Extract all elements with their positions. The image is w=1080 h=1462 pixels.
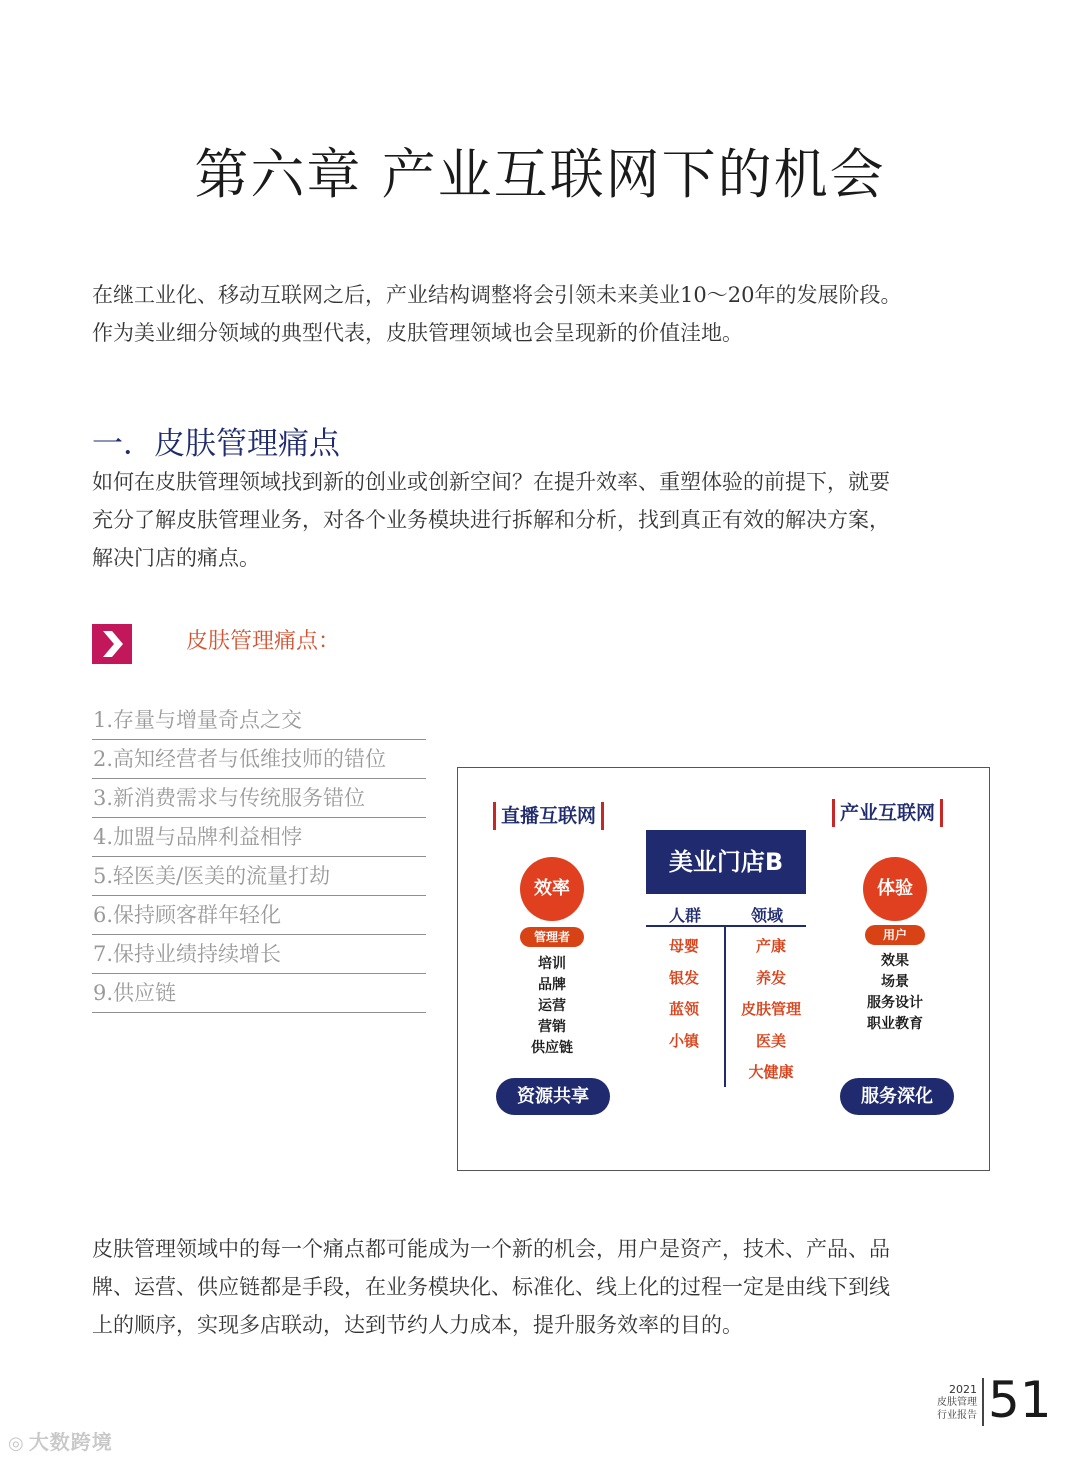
left-items	[502, 954, 602, 1059]
list-item: 场景	[881, 974, 909, 990]
watermark	[8, 1426, 113, 1455]
section-line: 充分了解皮肤管理业务，对各个业务模块进行拆解和分析，找到真正有效的解决方案，	[92, 508, 890, 532]
list-item: 4.加盟与品牌利益相悖	[92, 818, 426, 857]
center-box: 美业门店B	[646, 830, 806, 894]
chapter-title: 第六章 产业互联网下的机会	[194, 143, 886, 206]
list-item: 小镇	[668, 1031, 699, 1050]
chevron-right-icon	[92, 624, 132, 664]
service-deepening-pill: 服务深化	[840, 1078, 954, 1115]
footer-divider	[982, 1378, 984, 1426]
resource-sharing-pill: 资源共享	[496, 1078, 610, 1115]
section-paragraph	[92, 463, 992, 577]
list-item: 职业教育	[867, 1016, 923, 1032]
crowd-list	[646, 931, 722, 1057]
list-item: 运营	[538, 998, 566, 1014]
left-column-title: 直播互联网	[493, 802, 604, 830]
watermark-text: 大数跨境	[28, 1430, 113, 1454]
page-number: 51	[988, 1371, 1052, 1429]
footer-report-label	[925, 1383, 977, 1422]
list-item: 医美	[755, 1031, 786, 1050]
list-item: 蓝领	[668, 1000, 699, 1018]
list-item: 养发	[755, 968, 786, 987]
list-item: 5.轻医美/医美的流量打劫	[92, 857, 426, 896]
list-item: 1.存量与增量奇点之交	[92, 701, 426, 740]
list-item: 服务设计	[867, 995, 923, 1011]
conclusion-line: 上的顺序，实现多店联动，达到节约人力成本，提升服务效率的目的。	[92, 1313, 743, 1337]
list-item: 品牌	[538, 977, 566, 993]
subsection-title: 皮肤管理痛点：	[186, 629, 341, 654]
list-item: 供应链	[531, 1040, 573, 1056]
pain-points-list	[92, 701, 426, 1013]
list-item: 效果	[881, 953, 909, 969]
right-column-title: 产业互联网	[832, 799, 943, 827]
list-item: 6.保持顾客群年轻化	[92, 896, 426, 935]
list-item: 大健康	[748, 1063, 794, 1081]
right-items	[845, 951, 945, 1035]
list-item: 母婴	[668, 937, 699, 955]
conclusion-paragraph	[92, 1230, 992, 1344]
section-heading: 一．皮肤管理痛点	[92, 426, 340, 462]
manager-tag: 管理者	[520, 927, 584, 947]
footer-line1: 皮肤管理	[937, 1397, 977, 1408]
conclusion-line: 皮肤管理领域中的每一个痛点都可能成为一个新的机会，用户是资产，技术、产品、品	[92, 1237, 890, 1261]
list-item: 皮肤管理	[740, 1000, 801, 1018]
user-tag: 用户	[865, 925, 925, 945]
conclusion-line: 牌、运营、供应链都是手段，在业务模块化、标准化、线上化的过程一定是由线下到线	[92, 1275, 890, 1299]
list-item: 产康	[755, 937, 786, 955]
list-item: 3.新消费需求与传统服务错位	[92, 779, 426, 818]
list-item: 营销	[538, 1019, 566, 1035]
intro-paragraph	[92, 276, 992, 352]
list-item: 银发	[668, 968, 699, 987]
list-item: 2.高知经营者与低维技师的错位	[92, 740, 426, 779]
crowd-header: 人群	[668, 906, 701, 925]
domain-header: 领域	[750, 906, 783, 925]
footer-line2: 行业报告	[937, 1410, 977, 1421]
footer-year: 2021	[949, 1383, 977, 1396]
domain-list	[726, 931, 816, 1089]
header-divider	[646, 925, 806, 927]
intro-line: 在继工业化、移动互联网之后，产业结构调整将会引领未来美业10～20年的发展阶段。	[92, 283, 902, 307]
list-item: 9.供应链	[92, 974, 426, 1013]
intro-line: 作为美业细分领域的典型代表，皮肤管理领域也会呈现新的价值洼地。	[92, 321, 743, 345]
list-item: 培训	[538, 956, 566, 972]
efficiency-circle: 效率	[520, 857, 584, 921]
section-line: 如何在皮肤管理领域找到新的创业或创新空间？在提升效率、重塑体验的前提下，就要	[92, 470, 890, 494]
section-line: 解决门店的痛点。	[92, 546, 260, 570]
list-item: 7.保持业绩持续增长	[92, 935, 426, 974]
experience-circle: 体验	[863, 857, 927, 921]
industry-diagram	[457, 767, 990, 1171]
logo-icon: ◎	[8, 1433, 25, 1454]
